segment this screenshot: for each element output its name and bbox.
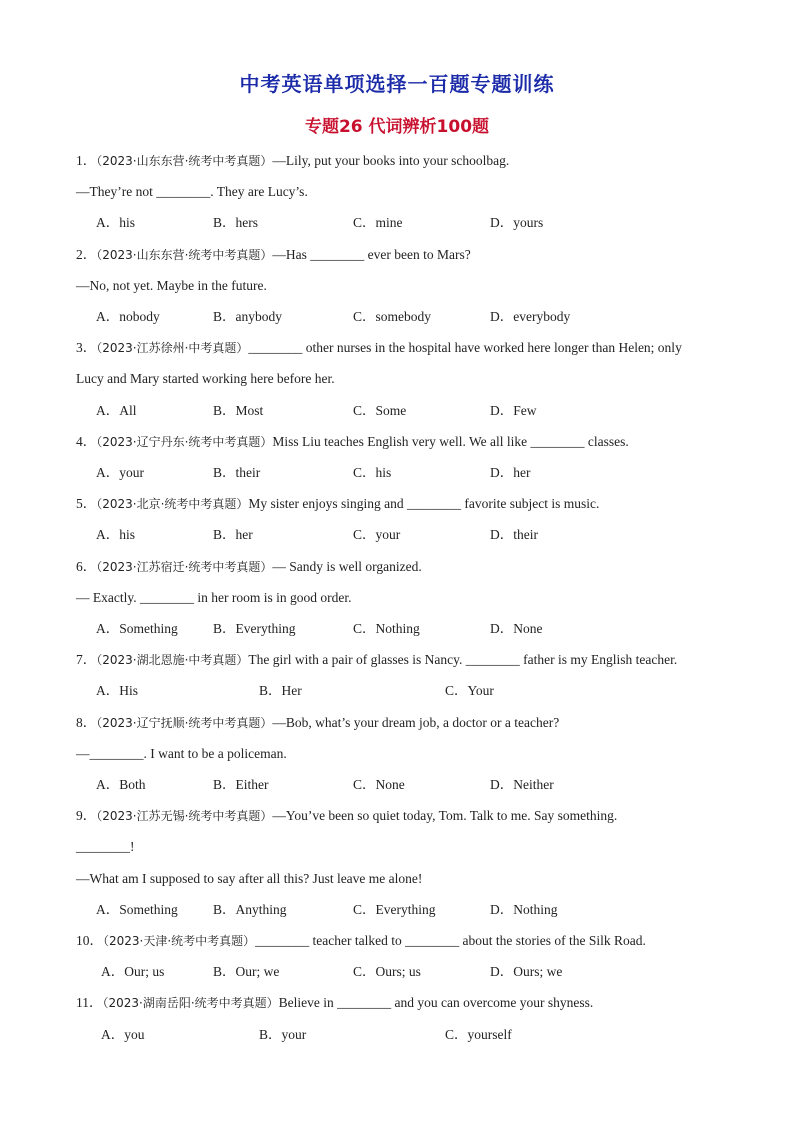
question-line: —No, not yet. Maybe in the future. bbox=[76, 277, 267, 293]
answer-option: B．her bbox=[213, 527, 253, 543]
answer-option: A．nobody bbox=[96, 309, 160, 324]
answer-option: D．everybody bbox=[490, 309, 571, 324]
question-text: ________ teacher talked to ________ about the stories of the Silk Road. bbox=[255, 933, 646, 948]
question-stem bbox=[76, 807, 617, 825]
question-stem bbox=[76, 651, 677, 669]
answer-option: A．Both bbox=[96, 777, 146, 792]
question-source: （2023·辽宁丹东·统考中考真题） bbox=[96, 434, 273, 449]
question-number: 11． bbox=[76, 995, 103, 1011]
answer-option: C．Nothing bbox=[353, 621, 420, 636]
question-source: （2023·江苏无锡·统考中考真题） bbox=[96, 809, 273, 824]
question-stem bbox=[76, 558, 422, 576]
answer-option: C．yourself bbox=[445, 1026, 512, 1042]
question-text: —Lily, put your books into your schoolbag. bbox=[272, 153, 510, 168]
question-number: 8． bbox=[76, 714, 97, 730]
answer-option: D．Neither bbox=[490, 777, 554, 792]
question-source: （2023·湖南岳阳·统考中考真题） bbox=[102, 996, 279, 1011]
answer-option: C．Everything bbox=[353, 901, 436, 917]
answer-option: B．hers bbox=[213, 215, 258, 231]
answer-option: A．your bbox=[96, 465, 144, 480]
question-line: Lucy and Mary started working here before her. bbox=[76, 371, 335, 387]
answer-option: B．Her bbox=[259, 683, 302, 699]
question-text: —Has ________ ever been to Mars? bbox=[272, 246, 471, 262]
question-source: （2023·江苏宿迁·统考中考真题） bbox=[96, 559, 273, 574]
answer-option: D．their bbox=[490, 527, 538, 543]
question-source: （2023·山东东营·统考中考真题） bbox=[96, 247, 273, 262]
answer-option: C．mine bbox=[353, 215, 403, 231]
question-source: （2023·山东东营·统考中考真题） bbox=[96, 154, 273, 168]
question-stem bbox=[76, 246, 471, 264]
answer-option: D．Nothing bbox=[490, 901, 558, 917]
answer-option: B．anybody bbox=[213, 309, 282, 324]
question-number: 3． bbox=[76, 340, 97, 356]
question-text: Believe in ________ and you can overcome your shyness. bbox=[278, 995, 594, 1011]
answer-option: A．you bbox=[101, 1026, 145, 1042]
answer-option: C．somebody bbox=[353, 309, 432, 324]
question-text: —You’ve been so quiet today, Tom. Talk to me. Say something. bbox=[272, 808, 618, 824]
question-source: （2023·天津·统考中考真题） bbox=[103, 934, 256, 948]
answer-option: D．yours bbox=[490, 215, 544, 231]
answer-option: B．Everything bbox=[213, 621, 296, 636]
page-subtitle: 专题26 代词辨析100题 bbox=[304, 117, 490, 137]
answer-option: B．your bbox=[259, 1026, 307, 1042]
answer-option: B．Most bbox=[213, 402, 264, 418]
answer-option: D．None bbox=[490, 621, 543, 636]
question-number: 1． bbox=[76, 153, 97, 168]
question-stem bbox=[76, 932, 646, 950]
question-source: （2023·北京·统考中考真题） bbox=[96, 497, 249, 512]
question-number: 7． bbox=[76, 652, 97, 668]
question-text: The girl with a pair of glasses is Nancy. ________ father is my English teacher. bbox=[248, 652, 678, 668]
answer-option: B．Either bbox=[213, 777, 269, 792]
question-line: —________. I want to be a policeman. bbox=[76, 745, 287, 761]
answer-option: A．Our; us bbox=[101, 964, 165, 980]
question-stem bbox=[76, 714, 559, 732]
answer-option: C．your bbox=[353, 527, 401, 543]
page-title: 中考英语单项选择一百题专题训练 bbox=[239, 72, 555, 96]
answer-option: B．their bbox=[213, 465, 261, 480]
question-source: （2023·江苏徐州·中考真题） bbox=[96, 341, 249, 356]
question-stem bbox=[76, 433, 629, 451]
question-number: 10． bbox=[76, 933, 103, 948]
question-text: — Sandy is well organized. bbox=[272, 558, 422, 574]
question-text: My sister enjoys singing and ________ favorite subject is music. bbox=[248, 496, 600, 512]
answer-option: A．his bbox=[96, 215, 136, 231]
answer-option: C．Your bbox=[445, 683, 494, 699]
answer-option: D．Few bbox=[490, 402, 537, 418]
question-number: 4． bbox=[76, 433, 97, 449]
answer-option: A．his bbox=[96, 527, 136, 543]
question-stem bbox=[76, 152, 509, 170]
answer-option: C．Some bbox=[353, 402, 407, 418]
answer-option: B．Our; we bbox=[213, 964, 280, 980]
question-stem bbox=[76, 994, 593, 1012]
question-text: Miss Liu teaches English very well. We all like ________ classes. bbox=[272, 433, 629, 449]
question-stem bbox=[76, 339, 682, 357]
answer-option: C．Ours; us bbox=[353, 964, 421, 980]
question-line: ________! bbox=[76, 839, 135, 855]
question-number: 6． bbox=[76, 558, 97, 574]
answer-option: A．Something bbox=[96, 901, 178, 917]
answer-option: B．Anything bbox=[213, 901, 287, 917]
question-text: —Bob, what’s your dream job, a doctor or a teacher? bbox=[272, 714, 560, 730]
answer-option: C．his bbox=[353, 465, 392, 480]
answer-option: D．Ours; we bbox=[490, 964, 563, 980]
question-source: （2023·辽宁抚顺·统考中考真题） bbox=[96, 715, 273, 730]
answer-option: C．None bbox=[353, 777, 405, 792]
question-number: 2． bbox=[76, 246, 97, 262]
question-number: 9． bbox=[76, 808, 97, 824]
question-line: —They’re not ________. They are Lucy’s. bbox=[76, 184, 308, 200]
answer-option: A．His bbox=[96, 683, 139, 699]
question-number: 5． bbox=[76, 496, 97, 512]
question-stem bbox=[76, 495, 599, 513]
question-text: ________ other nurses in the hospital have worked here longer than Helen; only bbox=[248, 340, 682, 356]
answer-option: A．All bbox=[96, 402, 137, 418]
question-line: —What am I supposed to say after all this? Just leave me alone! bbox=[76, 870, 423, 886]
question-line: — Exactly. ________ in her room is in good order. bbox=[76, 589, 352, 605]
answer-option: A．Something bbox=[96, 621, 178, 636]
answer-option: D．her bbox=[490, 465, 531, 480]
question-source: （2023·湖北恩施·中考真题） bbox=[96, 653, 249, 668]
